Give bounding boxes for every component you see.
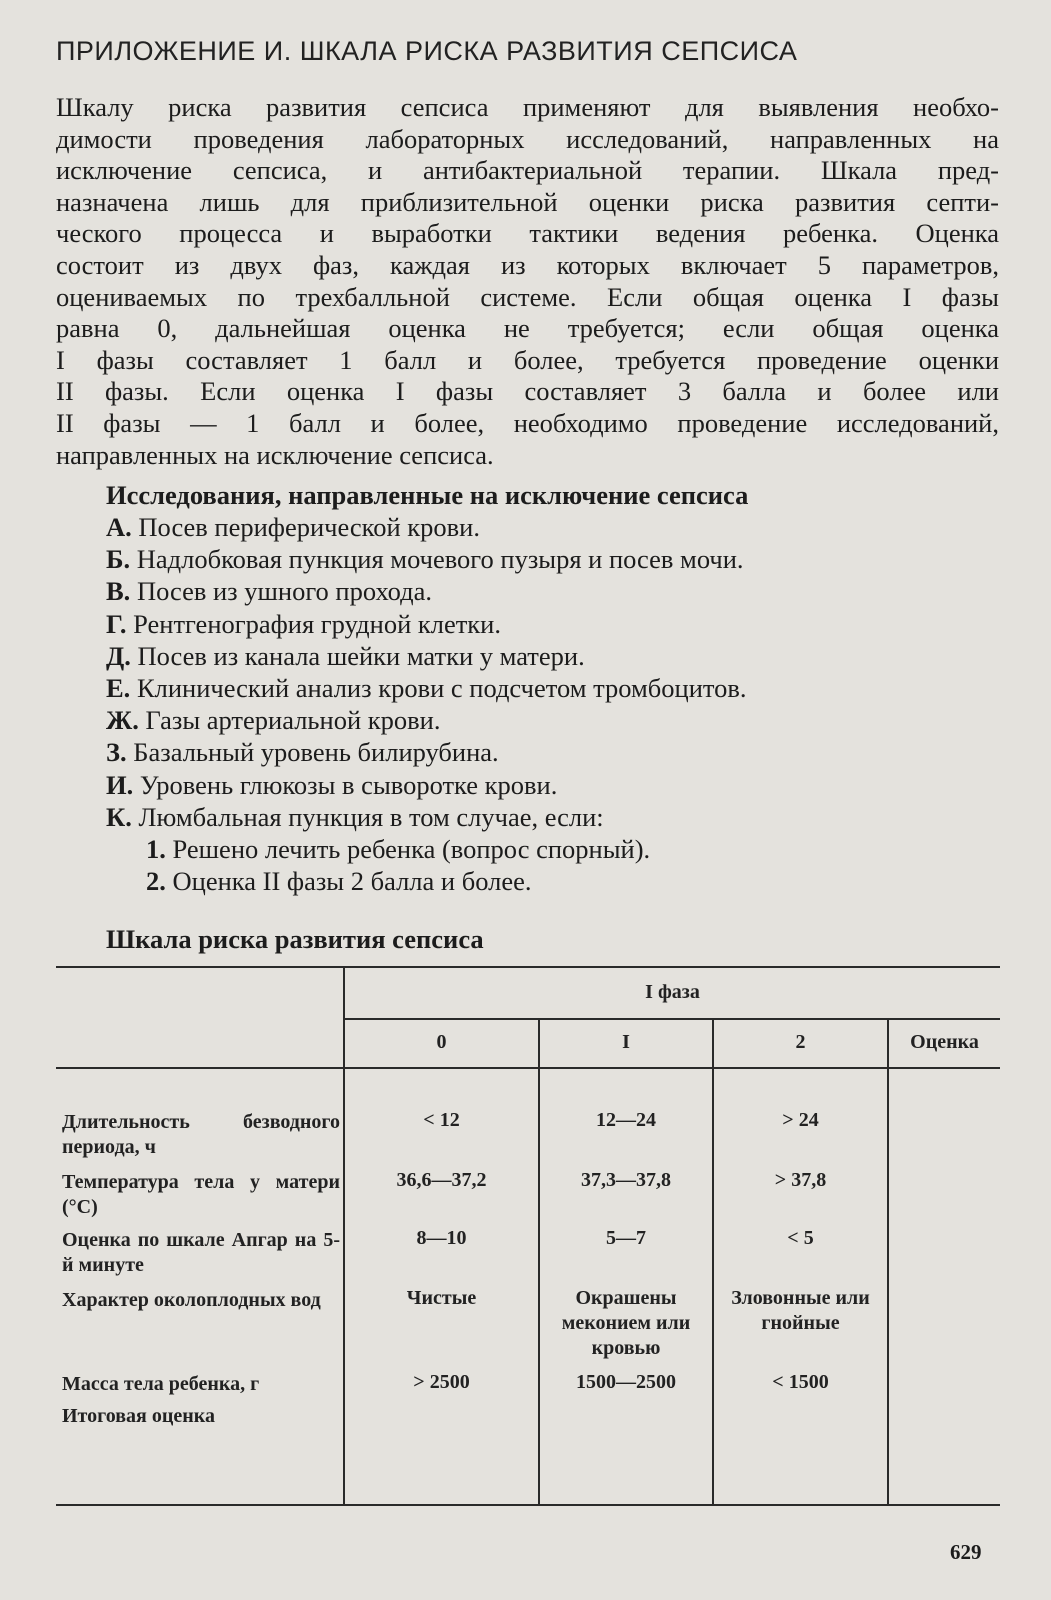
item-letter: Ж.: [106, 705, 139, 736]
table-cell: < 12: [423, 1109, 460, 1131]
intro-line: оцениваемых по трехбалльной системе. Если общая оценка I фазы: [56, 281, 999, 312]
intro-line: ческого процесса и выработки тактики ведения ребенка. Оценка: [56, 218, 999, 249]
column-divider: [538, 1018, 540, 1506]
item-text: Уровень глюкозы в сыворотке крови.: [139, 769, 558, 800]
item-text: Посев периферической крови.: [138, 512, 480, 542]
item-text: Рентгенография грудной клетки.: [133, 608, 501, 639]
table-cell: 12—24: [596, 1109, 656, 1131]
tests-title: Исследования, направленные на исключение сепсиса: [106, 480, 749, 510]
row-label: Масса тела ребенка, г: [62, 1373, 260, 1395]
table-cell: < 1500: [772, 1371, 829, 1393]
table-title: Шкала риска развития сепсиса: [106, 924, 484, 954]
table-cell: < 5: [787, 1227, 814, 1249]
table-cell: Чистые: [406, 1287, 477, 1309]
table-cell: 8—10: [416, 1227, 467, 1249]
intro-line: I фазы составляет 1 балл и более, требуется проведение оценки: [56, 344, 999, 375]
phase-header: I фаза: [645, 981, 700, 1003]
sub-item-number: 2.: [146, 866, 166, 897]
item-letter: Е.: [106, 673, 131, 704]
phase-header-rule: [344, 1018, 1000, 1020]
column-header: 0: [436, 1031, 447, 1053]
intro-line: направленных на исключение сепсиса.: [56, 439, 494, 470]
table-cell: > 37,8: [774, 1169, 827, 1191]
intro-line: II фазы — 1 балл и более, необходимо проведение исследований,: [56, 407, 999, 438]
intro-line: Шкалу риска развития сепсиса применяют для выявления необхо-: [56, 92, 999, 122]
intro-line: исключение сепсиса, и антибактериальной терапии. Шкала пред-: [56, 155, 999, 186]
column-divider: [887, 1018, 889, 1506]
table-cell: 5—7: [606, 1227, 646, 1249]
page-heading: ПРИЛОЖЕНИЕ И. ШКАЛА РИСКА РАЗВИТИЯ СЕПСИСА: [56, 36, 798, 66]
header-bottom-rule: [56, 1067, 1000, 1069]
column-header: 2: [795, 1031, 806, 1053]
table-cell: > 2500: [413, 1371, 470, 1393]
table-cell: 1500—2500: [576, 1371, 676, 1393]
table-cell: 37,3—37,8: [581, 1169, 671, 1191]
row-label: Характер околоплодных вод: [62, 1289, 321, 1311]
row-label: Температура тела у матери (°С): [62, 1171, 340, 1218]
total-score-label: Итоговая оценка: [62, 1405, 215, 1427]
item-letter: В.: [106, 576, 131, 607]
column-header: Оценка: [910, 1031, 979, 1053]
row-label: Оценка по шкале Апгар на 5-й минуте: [62, 1229, 340, 1276]
item-text: Посев из ушного прохода.: [136, 576, 433, 607]
table-cell: Окрашены меконием или кровью: [561, 1287, 691, 1359]
table-cell: > 24: [782, 1109, 819, 1131]
item-letter: Д.: [106, 640, 131, 671]
item-letter: Г.: [106, 608, 127, 639]
table-bottom-rule: [56, 1504, 1000, 1506]
table-cell: 36,6—37,2: [396, 1169, 487, 1191]
column-divider: [712, 1018, 714, 1506]
item-text: Люмбальная пункция в том случае, если:: [138, 801, 604, 832]
intro-line: назначена лишь для приблизительной оценки риска развития септи-: [56, 186, 999, 217]
table-top-rule: [56, 966, 1000, 968]
item-letter: К.: [106, 801, 132, 832]
row-label: Длительность безводного периода, ч: [62, 1111, 340, 1158]
table-cell: Зловонные или гнойные: [731, 1287, 870, 1334]
intro-line: II фазы. Если оценка I фазы составляет 3 балла и более или: [56, 376, 999, 407]
intro-line: димости проведения лабораторных исследований, направленных на: [56, 123, 999, 154]
item-text: Базальный уровень билирубина.: [133, 737, 499, 768]
intro-line: равна 0, дальнейшая оценка не требуется; если общая оценка: [56, 313, 999, 344]
sub-item-text: Решено лечить ребенка (вопрос спорный).: [172, 834, 651, 865]
item-letter: А.: [106, 512, 132, 542]
item-text: Посев из канала шейки матки у матери.: [137, 640, 585, 671]
item-text: Клинический анализ крови с подсчетом тромбоцитов.: [136, 673, 747, 704]
item-letter: З.: [106, 737, 127, 768]
sub-item-text: Оценка II фазы 2 балла и более.: [172, 866, 532, 897]
intro-line: состоит из двух фаз, каждая из которых включает 5 параметров,: [56, 249, 999, 280]
item-letter: И.: [106, 769, 134, 800]
item-text: Надлобковая пункция мочевого пузыря и посев мочи.: [136, 544, 744, 575]
page-number: 629: [950, 1540, 982, 1564]
sub-item-number: 1.: [146, 834, 166, 865]
column-header: I: [622, 1031, 630, 1053]
item-text: Газы артериальной крови.: [145, 705, 441, 736]
item-letter: Б.: [106, 544, 131, 575]
